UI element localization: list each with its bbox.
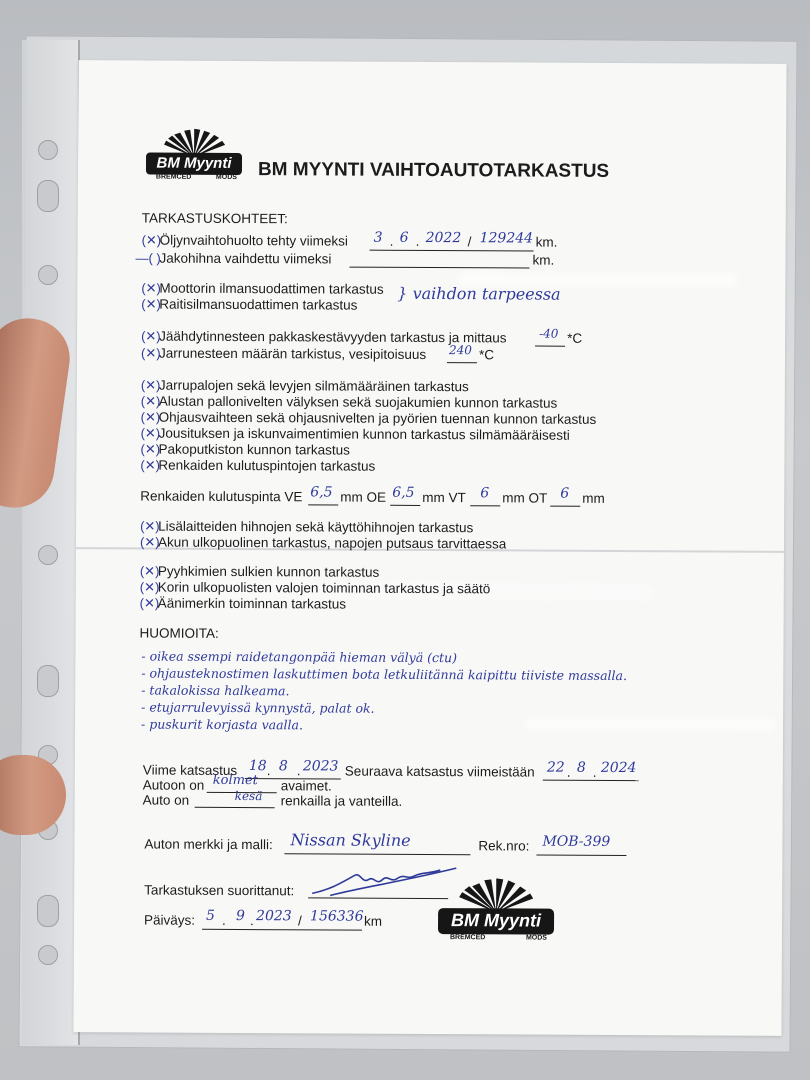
oil-month: 6 — [399, 229, 409, 246]
tread-oe-label: mm OE — [340, 489, 387, 505]
checkbox-checked[interactable]: (✕) — [140, 457, 161, 473]
last-inspection-month: 8 — [278, 758, 288, 775]
tread-ot: 6 — [560, 485, 570, 502]
checkbox-checked[interactable]: (✕) — [140, 441, 161, 457]
remark-line: - takalokissa halkeama. — [141, 682, 290, 699]
oil-day: 3 — [373, 229, 383, 246]
separator: . — [389, 233, 394, 249]
remark-line: - etujarrulevyissä kynnystä, palat ok. — [141, 699, 375, 716]
logo-text-bottom: BM Myynti — [450, 910, 542, 931]
last-inspection-label: Viime katsastus — [142, 762, 238, 778]
brake-fluid-value: 240 — [448, 343, 472, 358]
oil-year: 2022 — [425, 229, 462, 247]
remarks-heading: HUOMIOITA: — [139, 625, 219, 641]
car-model: Nissan Skyline — [290, 830, 411, 850]
checkbox-checked[interactable]: (✕) — [139, 579, 160, 595]
separator: . — [415, 233, 420, 249]
tread-vt-underline — [470, 505, 500, 506]
check-item-label: Renkaiden kulutuspintojen tarkastus — [158, 457, 376, 474]
punch-hole — [37, 180, 59, 212]
remark-line: - ohjausteknostimen laskuttimen bota letkuliitännä kaipittu tiiviste massalla. — [141, 665, 628, 684]
tread-oe-underline — [390, 505, 420, 506]
separator: / — [298, 913, 302, 929]
date-month: 9 — [236, 907, 246, 925]
separator: . — [222, 912, 226, 928]
oil-unit: km. — [535, 234, 558, 250]
check-item-label: Jarrupalojen sekä levyjen silmämääräinen tarkastus — [158, 377, 469, 395]
punch-hole — [38, 945, 58, 965]
tread-ot-label: mm OT — [502, 490, 548, 506]
checkbox-checked[interactable]: (✕) — [140, 377, 161, 393]
separator: . — [250, 913, 254, 929]
check-item-label: Ohjausvaihteen sekä ohjausnivelten ja pyörien tuennan kunnon tarkastus — [158, 409, 597, 427]
cabin-filter-label: Raitisilmansuodattimen tarkastus — [159, 296, 358, 313]
check-item-label: Akun ulkopuolinen tarkastus, napojen putsaus tarvittaessa — [157, 534, 507, 552]
check-item-label: Äänimerkin toiminnan tarkastus — [157, 595, 347, 612]
date-unit: km — [364, 913, 383, 929]
brake-fluid-underline — [447, 362, 477, 363]
checkbox-checked[interactable]: (✕) — [140, 425, 161, 441]
date-underline — [202, 929, 362, 931]
punch-hole — [38, 265, 58, 285]
brake-fluid-label: Jarrunesteen määrän tarkistus, vesipitoisuus — [158, 345, 427, 362]
keys-suffix: avaimet. — [280, 778, 332, 794]
coolant-underline — [535, 346, 565, 347]
checkbox-checked[interactable]: (✕) — [139, 595, 160, 611]
checkbox-checked[interactable]: (✕) — [141, 280, 161, 296]
separator: . — [592, 764, 597, 780]
tread-ot-underline — [550, 506, 580, 507]
check-item-label: Jousituksen ja iskunvaimentimien kunnon tarkastus silmämääräisesti — [158, 425, 570, 443]
separator: . — [266, 763, 271, 779]
coolant-unit: *C — [567, 330, 583, 346]
tread-ve-underline — [308, 504, 338, 505]
remark-line: - puskurit korjasta vaalla. — [141, 716, 304, 733]
timing-belt-label: Jakohihna vaihdettu viimeksi — [159, 250, 332, 267]
car-model-underline — [284, 853, 470, 855]
oil-label: Öljynvaihtohuolto tehty viimeksi — [159, 232, 348, 249]
separator: . — [296, 763, 301, 779]
last-inspection-year: 2023 — [302, 758, 339, 775]
tires-prefix: Auto on — [142, 792, 190, 808]
checkbox-crossed[interactable]: —( ) — [135, 250, 161, 266]
logo-sub-right: MODS — [215, 173, 237, 181]
engine-filter-label: Moottorin ilmansuodattimen tarkastus — [159, 280, 384, 297]
next-inspection-day: 22 — [546, 759, 565, 776]
checkbox-checked[interactable]: (✕) — [139, 534, 160, 550]
checkbox-checked[interactable]: (✕) — [140, 518, 160, 534]
date-day: 5 — [206, 907, 216, 924]
separator: . — [566, 764, 571, 780]
tread-vt-label: mm VT — [422, 489, 466, 506]
logo-sub-left: BREMCED — [155, 173, 192, 181]
brake-fluid-unit: *C — [478, 347, 495, 363]
tires-underline — [195, 807, 275, 808]
punch-hole — [37, 665, 59, 697]
checkbox-checked[interactable]: (✕) — [140, 409, 161, 425]
punch-hole — [38, 545, 58, 565]
form-title: BM MYYNTI VAIHTOAUTOTARKASTUS — [257, 159, 610, 182]
tread-vt: 6 — [480, 485, 490, 502]
checkbox-checked[interactable]: (✕) — [140, 345, 161, 361]
date-label: Päiväys: — [144, 912, 196, 928]
keys-value: kolmet — [212, 772, 258, 789]
timing-belt-unit: km. — [532, 252, 555, 268]
bm-myynti-logo — [144, 128, 244, 183]
checkbox-checked[interactable]: (✕) — [140, 393, 161, 409]
last-inspection-day: 18 — [248, 758, 267, 775]
glare — [525, 718, 775, 731]
section-heading: TARKASTUSKOHTEET: — [141, 210, 288, 227]
inspection-form — [73, 60, 786, 1036]
check-item-label: Pyyhkimien sulkien kunnon tarkastus — [157, 563, 380, 580]
next-inspection-year: 2024 — [600, 759, 637, 777]
next-inspection-underline — [543, 780, 639, 782]
date-km: 156336 — [310, 908, 364, 925]
next-inspection-month: 8 — [576, 759, 586, 776]
punch-hole — [37, 895, 59, 927]
coolant-label: Jäähdytinnesteen pakkaskestävyyden tarkastus ja mittaus — [159, 328, 507, 346]
car-model-label: Auton merkki ja malli: — [144, 836, 273, 853]
next-inspection-label: Seuraava katsastus viimeistään — [344, 763, 535, 780]
reg-label: Rek.nro: — [478, 838, 530, 854]
tread-prefix: Renkaiden kulutuspinta VE — [140, 488, 303, 505]
filters-note: } vaihdon tarpeessa — [397, 283, 561, 304]
coolant-value: -40 — [539, 326, 559, 341]
oil-underline — [370, 250, 534, 252]
date-year: 2023 — [256, 908, 292, 925]
logo-sub-left-bottom: BREMCED — [449, 934, 486, 942]
logo-text: BM Myynti — [156, 154, 232, 172]
logo-sub-right-bottom: MODS — [525, 934, 547, 942]
checkbox-checked[interactable]: (✕) — [141, 296, 161, 312]
check-item-label: Lisälaitteiden hihnojen sekä käyttöhihnojen tarkastus — [158, 518, 474, 536]
punch-hole — [38, 140, 58, 160]
check-item-label: Korin ulkopuolisten valojen toiminnan tarkastus ja säätö — [157, 579, 491, 597]
inspector-label: Tarkastuksen suorittanut: — [144, 882, 295, 899]
reg-underline — [536, 855, 626, 856]
check-item-label: Alustan pallonivelten välyksen sekä suojakumien kunnon tarkastus — [158, 393, 558, 411]
timing-belt-underline — [349, 267, 529, 269]
checkbox-checked[interactable]: (✕) — [139, 563, 160, 579]
check-item-label: Pakoputkiston kunnon tarkastus — [158, 441, 350, 458]
bm-myynti-logo-bottom — [436, 878, 556, 945]
tires-suffix: renkailla ja vanteilla. — [280, 793, 403, 809]
tires-value: kesä — [234, 788, 263, 804]
separator: / — [467, 234, 472, 250]
tread-unit: mm — [582, 490, 605, 506]
tread-ve: 6,5 — [310, 484, 333, 501]
checkbox-checked[interactable]: (✕) — [141, 232, 162, 248]
checkbox-checked[interactable]: (✕) — [141, 328, 161, 344]
remark-line: - oikea ssempi raidetangonpää hieman välyä (ctu) — [141, 648, 458, 666]
oil-km: 129244 — [479, 230, 534, 247]
reg-number: MOB-399 — [542, 833, 611, 850]
keys-prefix: Autoon on — [142, 777, 205, 793]
tread-oe: 6,5 — [392, 484, 415, 501]
